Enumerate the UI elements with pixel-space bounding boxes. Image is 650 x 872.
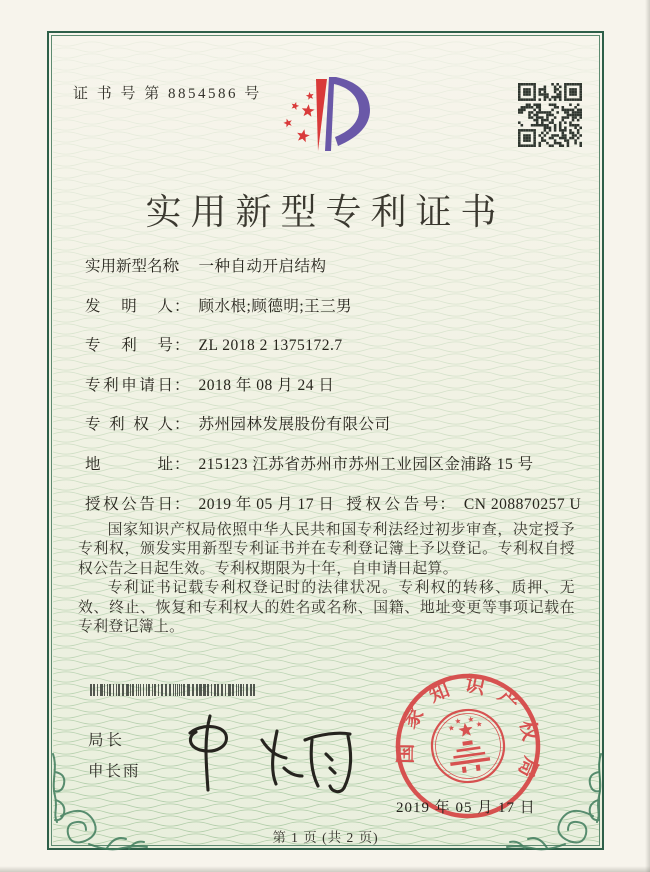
field-row-grant: 授权公告日： 2019 年 05 月 17 日 授权公告号： CN 208870257 U — [85, 492, 585, 532]
certificate-title: 实用新型专利证书 — [145, 192, 506, 232]
barcode — [90, 684, 256, 696]
national-emblem-icon — [427, 705, 508, 786]
scan-shadow-bottom — [0, 866, 650, 872]
field-row-patentee: 专利权人： 苏州园林发展股份有限公司 — [85, 412, 585, 452]
logo-wedge-icon — [316, 79, 327, 151]
scan-shadow-right — [645, 0, 650, 872]
field-label: 发明人 — [85, 297, 173, 315]
field-value: 苏州园林发展股份有限公司 — [198, 416, 391, 434]
field-value: 2019 年 05 月 17 日 — [198, 495, 335, 513]
field-label: 授权公告日 — [85, 495, 173, 513]
field-label: 专利号 — [85, 337, 173, 355]
corner-ornament-icon — [49, 752, 149, 852]
qr-code — [518, 83, 582, 149]
cnipa-logo-icon — [278, 74, 378, 158]
certificate-number: 证 书 号 第 8854586 号 — [73, 86, 262, 102]
logo-stars-icon — [283, 92, 314, 142]
officer-name: 申长雨 — [88, 763, 141, 780]
field-label: 授权公告号 — [346, 495, 439, 513]
field-label: 专利申请日 — [85, 376, 173, 394]
field-value: ZL 2018 2 1375172.7 — [198, 337, 343, 355]
field-label: 地址 — [85, 455, 173, 473]
logo-p-mark-icon — [325, 77, 370, 151]
field-label: 专利权人 — [85, 416, 173, 434]
page-number: 第 1 页 (共 2 页) — [272, 830, 379, 845]
field-row-filing-date: 专利申请日： 2018 年 08 月 24 日 — [85, 373, 585, 413]
officer-title: 局长 — [88, 732, 126, 749]
fields-section — [85, 254, 585, 531]
body-paragraph: 专利证书记载专利权登记时的法律状况。专利权的转移、质押、无效、终止、恢复和专利权人的姓名或名称、国籍、地址变更等事项记载在专利登记簿上。 — [78, 580, 575, 636]
field-row-address: 地址： 215123 江苏省苏州市苏州工业园区金浦路 15 号 — [85, 452, 585, 492]
seal-text: 国家知识产权局 — [395, 673, 544, 793]
field-value: 顾水根;顾德明;王三男 — [198, 297, 353, 315]
field-row-patent-number: 专利号： ZL 2018 2 1375172.7 — [85, 333, 585, 373]
field-row-name: 实用新型名称： 一种自动开启结构 — [85, 254, 585, 294]
field-value: CN 208870257 U — [463, 495, 582, 513]
field-value: 215123 江苏省苏州市苏州工业园区金浦路 15 号 — [198, 455, 534, 473]
field-value: 2018 年 08 月 24 日 — [198, 376, 335, 394]
seal-date: 2019 年 05 月 17 日 — [396, 800, 536, 816]
legal-text-section — [78, 521, 575, 637]
signature — [180, 700, 362, 802]
field-value: 一种自动开启结构 — [198, 258, 327, 275]
field-row-inventors: 发明人： 顾水根;顾德明;王三男 — [85, 294, 585, 334]
field-label: 实用新型名称 — [85, 258, 179, 275]
body-paragraph: 国家知识产权局依照中华人民共和国专利法经过初步审查，决定授予专利权，颁发实用新型专利证书并在专利登记簿上予以登记。专利权自授权公告之日起生效。专利权期限为十年，自申请日起算。 — [78, 522, 575, 577]
